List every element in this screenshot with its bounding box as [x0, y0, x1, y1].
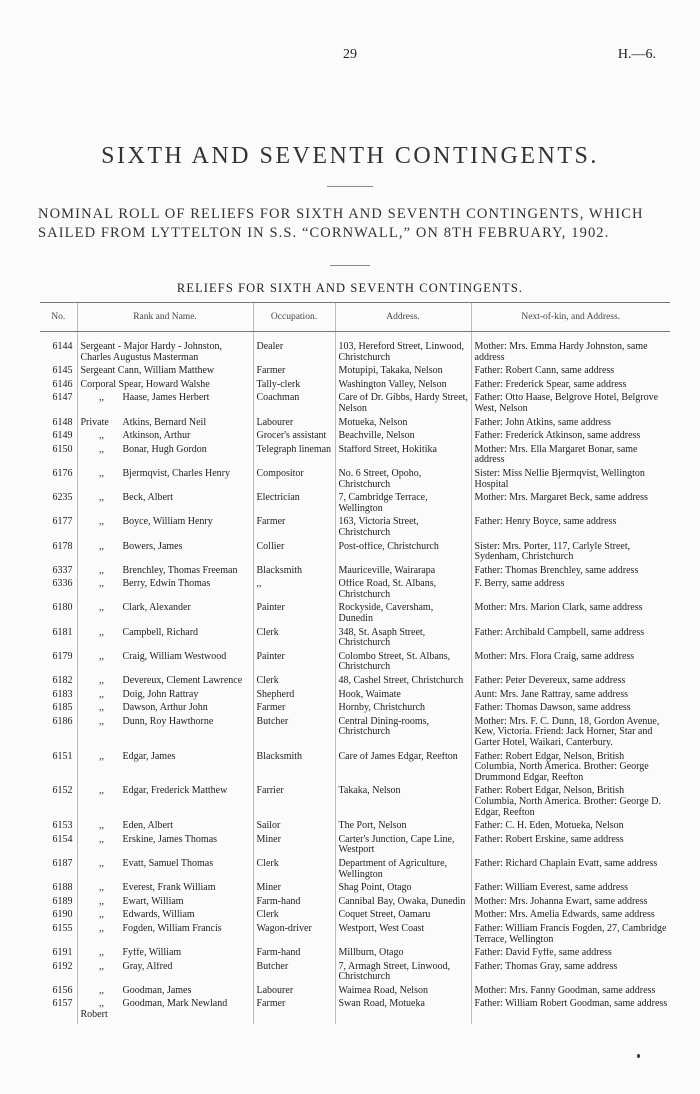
next-of-kin: Mother: Mrs. Emma Hardy Johnston, same address [471, 332, 670, 367]
rank: ,, [99, 431, 104, 442]
address: 163, Victoria Street, Christchurch [335, 517, 471, 541]
table-row [40, 579, 670, 603]
table-row [40, 859, 670, 883]
page-number: 29 [343, 47, 357, 62]
rank: ,, [99, 896, 104, 907]
rank: ,, [99, 689, 104, 700]
address: Carter's Junction, Cape Line, Westport [335, 835, 471, 859]
address: Hornby, Christchurch [335, 703, 471, 717]
rank-and-name [77, 418, 253, 432]
occupation: Butcher [253, 717, 335, 752]
title-divider [327, 186, 373, 187]
address: Shag Point, Otago [335, 883, 471, 897]
next-of-kin: Mother: Mrs. Marion Clark, same address [471, 603, 670, 627]
occupation: Farm-hand [253, 948, 335, 962]
table-row [40, 517, 670, 541]
occupation: Farrier [253, 786, 335, 821]
address: Waimea Road, Nelson [335, 986, 471, 1000]
table-row [40, 393, 670, 417]
roll-number: 6155 [52, 923, 73, 934]
next-of-kin: Mother: Mrs. Margaret Beck, same address [471, 493, 670, 517]
soldier-name: Everest, Frank William [122, 883, 216, 894]
roll-number: 6178 [52, 541, 73, 552]
rank: ,, [99, 676, 104, 687]
address: 7, Armagh Street, Linwood, Christchurch [335, 962, 471, 986]
roll-number: 6183 [52, 689, 73, 700]
address: Mauriceville, Wairarapa [335, 566, 471, 580]
occupation: Compositor [253, 469, 335, 493]
rank: ,, [99, 493, 104, 504]
table-row [40, 910, 670, 924]
rank-and-name [77, 910, 253, 924]
table-row [40, 752, 670, 787]
address: Department of Agriculture, Wellington [335, 859, 471, 883]
rank-and-name [77, 676, 253, 690]
next-of-kin: Father: William Everest, same address [471, 883, 670, 897]
rank: ,, [99, 444, 104, 455]
roll-number: 6182 [52, 676, 73, 687]
rank: ,, [99, 565, 104, 576]
roll-number: 6185 [52, 703, 73, 714]
soldier-name: Goodman, James [122, 985, 192, 996]
soldier-name: Brenchley, Thomas Freeman [122, 565, 238, 576]
soldier-name: Sergeant Cann, William Matthew [80, 366, 215, 377]
soldier-name: Devereux, Clement Lawrence [122, 676, 243, 687]
rank: ,, [99, 923, 104, 934]
subtitle: NOMINAL ROLL OF RELIEFS FOR SIXTH AND SEVENTH CONTINGENTS, WHICH SAILED FROM LYTTELTON IN S.S. “CORNWALL,” ON 8TH FEBRUARY, 1902. [38, 206, 644, 241]
rank-and-name [77, 542, 253, 566]
roll-number: 6151 [52, 751, 73, 762]
rank: ,, [99, 716, 104, 727]
roll-number: 6187 [52, 858, 73, 869]
occupation: Grocer's assistant [253, 431, 335, 445]
roll-number: 6144 [52, 341, 73, 352]
table-row [40, 999, 670, 1023]
rank: ,, [99, 821, 104, 832]
rank: ,, [99, 883, 104, 894]
next-of-kin: Father: David Fyffe, same address [471, 948, 670, 962]
rank: ,, [99, 517, 104, 528]
roll-number: 6147 [52, 393, 73, 404]
occupation: Farm-hand [253, 897, 335, 911]
next-of-kin: Father: Archibald Campbell, same address [471, 628, 670, 652]
soldier-name: Boyce, William Henry [122, 517, 213, 528]
rank-and-name [77, 859, 253, 883]
next-of-kin: Mother: Mrs. Ella Margaret Bonar, same address [471, 445, 670, 469]
rank-and-name [77, 566, 253, 580]
occupation: Dealer [253, 332, 335, 367]
table-row [40, 676, 670, 690]
roll-number: 6146 [52, 379, 73, 390]
next-of-kin: Mother: Mrs. F. C. Dunn, 18, Gordon Avenue, Kew, Victoria. Friend: Jack Horner, Star and Garter Hotel, Waikari, Canterbury. [471, 717, 670, 752]
occupation: Electrician [253, 493, 335, 517]
roll-number: 6189 [52, 896, 73, 907]
next-of-kin: Father: John Atkins, same address [471, 418, 670, 432]
rank: ,, [99, 579, 104, 590]
next-of-kin: Father: Robert Edgar, Nelson, British Columbia, North America. Brother: George Drummond Edgar, Reefton [471, 752, 670, 787]
soldier-name: Craig, William Westwood [122, 651, 227, 662]
rank-and-name [77, 924, 253, 948]
rank-and-name [77, 652, 253, 676]
rank-and-name [77, 380, 253, 394]
next-of-kin: Father: Thomas Dawson, same address [471, 703, 670, 717]
roll-number: 6191 [52, 948, 73, 959]
soldier-name: Berry, Edwin Thomas [122, 579, 211, 590]
roll-number: 6180 [52, 603, 73, 614]
next-of-kin: F. Berry, same address [471, 579, 670, 603]
address: Millburn, Otago [335, 948, 471, 962]
next-of-kin: Father: Peter Devereux, same address [471, 676, 670, 690]
soldier-name: Clark, Alexander [122, 603, 191, 614]
rank-and-name [77, 883, 253, 897]
table-row [40, 366, 670, 380]
rank-and-name [77, 603, 253, 627]
nominal-roll-table [40, 302, 670, 1024]
occupation: Shepherd [253, 690, 335, 704]
address: Beachville, Nelson [335, 431, 471, 445]
soldier-name: Doig, John Rattray [122, 689, 199, 700]
soldier-name: Ewart, William [122, 896, 184, 907]
column-header-name: Rank and Name. [77, 303, 253, 332]
next-of-kin: Father: Frederick Spear, same address [471, 380, 670, 394]
rank-and-name [77, 703, 253, 717]
occupation: Farmer [253, 703, 335, 717]
soldier-name: Dawson, Arthur John [122, 703, 208, 714]
next-of-kin: Father: Otto Haase, Belgrove Hotel, Belgrove West, Nelson [471, 393, 670, 417]
subtitle-divider [330, 265, 370, 266]
rank-and-name [77, 469, 253, 493]
next-of-kin: Aunt: Mrs. Jane Rattray, same address [471, 690, 670, 704]
rank: Private [80, 417, 109, 428]
soldier-name: Atkins, Bernard Neil [122, 417, 207, 428]
roll-number: 6235 [52, 493, 73, 504]
occupation: Telegraph lineman [253, 445, 335, 469]
soldier-name: Campbell, Richard [122, 627, 199, 638]
next-of-kin: Father: Henry Boyce, same address [471, 517, 670, 541]
document-reference: H.—6. [617, 47, 656, 62]
soldier-name: Haase, James Herbert [122, 393, 210, 404]
table-row [40, 786, 670, 821]
roll-number: 6188 [52, 883, 73, 894]
table-row [40, 821, 670, 835]
roll-number: 6149 [52, 431, 73, 442]
rank: ,, [99, 858, 104, 869]
address: Motupipi, Takaka, Nelson [335, 366, 471, 380]
table-row [40, 445, 670, 469]
rank-and-name [77, 690, 253, 704]
rank-and-name [77, 948, 253, 962]
address: Post-office, Christchurch [335, 542, 471, 566]
table-row [40, 986, 670, 1000]
occupation: Wagon-driver [253, 924, 335, 948]
table-row [40, 703, 670, 717]
rank-and-name [77, 628, 253, 652]
rank-and-name [77, 493, 253, 517]
address: 48, Cashel Street, Christchurch [335, 676, 471, 690]
roll-number: 6153 [52, 821, 73, 832]
occupation: Farmer [253, 517, 335, 541]
roll-number: 6156 [52, 985, 73, 996]
address: Cannibal Bay, Owaka, Dunedin [335, 897, 471, 911]
rank-and-name [77, 786, 253, 821]
rank: ,, [99, 393, 104, 404]
soldier-name: Sergeant - Major Hardy - Johnston, Charles Augustus Masterman [80, 341, 222, 363]
address: Westport, West Coast [335, 924, 471, 948]
occupation: Butcher [253, 962, 335, 986]
next-of-kin: Mother: Mrs. Fanny Goodman, same address [471, 986, 670, 1000]
rank: ,, [99, 786, 104, 797]
soldier-name: Edgar, Frederick Matthew [122, 786, 228, 797]
table-row [40, 948, 670, 962]
soldier-name: Goodman, Mark Newland Robert [80, 999, 228, 1021]
table-row [40, 883, 670, 897]
address: Washington Valley, Nelson [335, 380, 471, 394]
main-title: SIXTH AND SEVENTH CONTINGENTS. [101, 143, 599, 169]
rank-and-name [77, 431, 253, 445]
soldier-name: Bonar, Hugh Gordon [122, 444, 207, 455]
address: 348, St. Asaph Street, Christchurch [335, 628, 471, 652]
occupation: Farmer [253, 999, 335, 1023]
table-row [40, 690, 670, 704]
roll-number: 6337 [52, 565, 73, 576]
rank-and-name [77, 366, 253, 380]
address: 7, Cambridge Terrace, Wellington [335, 493, 471, 517]
occupation: Clerk [253, 910, 335, 924]
occupation: Miner [253, 835, 335, 859]
occupation: Clerk [253, 676, 335, 690]
next-of-kin: Sister: Mrs. Porter, 117, Carlyle Street, Sydenham, Christchurch [471, 542, 670, 566]
address: Rockyside, Caversham, Dunedin [335, 603, 471, 627]
table-row [40, 717, 670, 752]
table-row [40, 380, 670, 394]
column-header-kin: Next-of-kin, and Address. [471, 303, 670, 332]
address: The Port, Nelson [335, 821, 471, 835]
rank: ,, [99, 834, 104, 845]
rank: ,, [99, 703, 104, 714]
next-of-kin: Father: Robert Cann, same address [471, 366, 670, 380]
rank: ,, [99, 985, 104, 996]
table-header-row [40, 303, 670, 332]
rank-and-name [77, 835, 253, 859]
rank-and-name [77, 999, 253, 1023]
next-of-kin: Father: Robert Edgar, Nelson, British Columbia, North America. Brother: George D. Edgar, Reefton [471, 786, 670, 821]
rank: ,, [99, 603, 104, 614]
table-row [40, 628, 670, 652]
occupation: Painter [253, 652, 335, 676]
occupation: Labourer [253, 986, 335, 1000]
column-header-occupation: Occupation. [253, 303, 335, 332]
next-of-kin: Mother: Mrs. Amelia Edwards, same address [471, 910, 670, 924]
soldier-name: Corporal Spear, Howard Walshe [80, 379, 210, 390]
address: Stafford Street, Hokitika [335, 445, 471, 469]
print-speck [637, 1054, 640, 1058]
next-of-kin: Mother: Mrs. Johanna Ewart, same address [471, 897, 670, 911]
table-row [40, 962, 670, 986]
address: Takaka, Nelson [335, 786, 471, 821]
roll-number: 6192 [52, 961, 73, 972]
table-body [40, 332, 670, 1024]
roll-number: 6186 [52, 716, 73, 727]
roll-number: 6177 [52, 517, 73, 528]
occupation: ,, [253, 579, 335, 603]
table-row [40, 924, 670, 948]
rank: ,, [99, 751, 104, 762]
occupation: Farmer [253, 366, 335, 380]
address: 103, Hereford Street, Linwood, Christchurch [335, 332, 471, 367]
roll-number: 6179 [52, 651, 73, 662]
rank-and-name [77, 821, 253, 835]
rank: ,, [99, 948, 104, 959]
occupation: Sailor [253, 821, 335, 835]
rank: ,, [99, 541, 104, 552]
address: Swan Road, Motueka [335, 999, 471, 1023]
address: Care of James Edgar, Reefton [335, 752, 471, 787]
table-row [40, 431, 670, 445]
table-row [40, 493, 670, 517]
soldier-name: Fogden, William Francis [122, 923, 222, 934]
next-of-kin: Father: Thomas Gray, same address [471, 962, 670, 986]
soldier-name: Bowers, James [122, 541, 183, 552]
rank: ,, [99, 999, 104, 1010]
roll-number: 6154 [52, 834, 73, 845]
next-of-kin: Father: C. H. Eden, Motueka, Nelson [471, 821, 670, 835]
table-row [40, 566, 670, 580]
rank-and-name [77, 717, 253, 752]
roll-number: 6336 [52, 579, 73, 590]
roll-number: 6150 [52, 444, 73, 455]
rank: ,, [99, 910, 104, 921]
rank-and-name [77, 517, 253, 541]
next-of-kin: Father: Robert Erskine, same address [471, 835, 670, 859]
rank-and-name [77, 897, 253, 911]
rank: ,, [99, 961, 104, 972]
soldier-name: Dunn, Roy Hawthorne [122, 716, 214, 727]
rank: ,, [99, 468, 104, 479]
roll-number: 6152 [52, 786, 73, 797]
rank-and-name [77, 752, 253, 787]
next-of-kin: Father: William Robert Goodman, same address [471, 999, 670, 1023]
address: Central Dining-rooms, Christchurch [335, 717, 471, 752]
occupation: Clerk [253, 859, 335, 883]
rank: ,, [99, 651, 104, 662]
soldier-name: Bjermqvist, Charles Henry [122, 468, 230, 479]
soldier-name: Eden, Albert [122, 821, 174, 832]
next-of-kin: Father: William Francis Fogden, 27, Cambridge Terrace, Wellington [471, 924, 670, 948]
occupation: Clerk [253, 628, 335, 652]
table-row [40, 418, 670, 432]
address: Office Road, St. Albans, Christchurch [335, 579, 471, 603]
roll-number: 6190 [52, 910, 73, 921]
table-row [40, 835, 670, 859]
occupation: Blacksmith [253, 752, 335, 787]
table-row [40, 469, 670, 493]
soldier-name: Edgar, James [122, 751, 176, 762]
occupation: Blacksmith [253, 566, 335, 580]
roll-number: 6176 [52, 468, 73, 479]
rank-and-name [77, 986, 253, 1000]
soldier-name: Atkinson, Arthur [122, 431, 191, 442]
roll-number: 6181 [52, 627, 73, 638]
address: No. 6 Street, Opoho, Christchurch [335, 469, 471, 493]
rank-and-name [77, 579, 253, 603]
table-row [40, 652, 670, 676]
address: Colombo Street, St. Albans, Christchurch [335, 652, 471, 676]
soldier-name: Evatt, Samuel Thomas [122, 858, 214, 869]
rank-and-name [77, 393, 253, 417]
occupation: Tally-clerk [253, 380, 335, 394]
column-header-address: Address. [335, 303, 471, 332]
table-row [40, 897, 670, 911]
column-header-no: No. [40, 303, 77, 332]
table-row [40, 542, 670, 566]
occupation: Miner [253, 883, 335, 897]
soldier-name: Erskine, James Thomas [122, 834, 218, 845]
occupation: Labourer [253, 418, 335, 432]
address: Coquet Street, Oamaru [335, 910, 471, 924]
rank-and-name [77, 445, 253, 469]
table-row [40, 603, 670, 627]
occupation: Painter [253, 603, 335, 627]
occupation: Collier [253, 542, 335, 566]
next-of-kin: Mother: Mrs. Flora Craig, same address [471, 652, 670, 676]
address: Motueka, Nelson [335, 418, 471, 432]
soldier-name: Gray, Alfred [122, 961, 173, 972]
rank-and-name [77, 332, 253, 367]
rank-and-name [77, 962, 253, 986]
occupation: Coachman [253, 393, 335, 417]
rank: ,, [99, 627, 104, 638]
table-row [40, 332, 670, 367]
soldier-name: Edwards, William [122, 910, 195, 921]
soldier-name: Fyffe, William [122, 948, 182, 959]
address: Care of Dr. Gibbs, Hardy Street, Nelson [335, 393, 471, 417]
address: Hook, Waimate [335, 690, 471, 704]
next-of-kin: Father: Frederick Atkinson, same address [471, 431, 670, 445]
table-heading: RELIEFS FOR SIXTH AND SEVENTH CONTINGENTS. [176, 281, 524, 295]
next-of-kin: Father: Thomas Brenchley, same address [471, 566, 670, 580]
roll-number: 6145 [52, 366, 73, 377]
roll-number: 6148 [52, 417, 73, 428]
soldier-name: Beck, Albert [122, 493, 174, 504]
next-of-kin: Father: Richard Chaplain Evatt, same address [471, 859, 670, 883]
next-of-kin: Sister: Miss Nellie Bjermqvist, Wellington Hospital [471, 469, 670, 493]
roll-number: 6157 [52, 999, 73, 1010]
